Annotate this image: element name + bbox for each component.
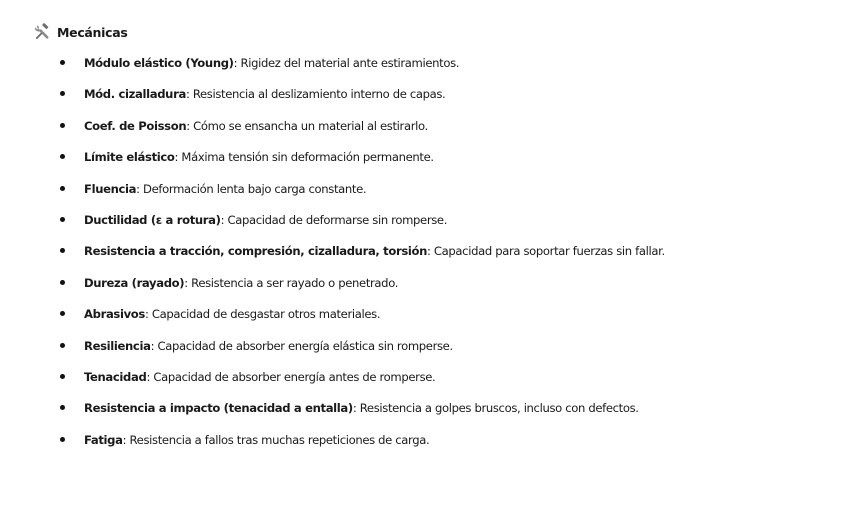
property-description: : Deformación lenta bajo carga constante. bbox=[136, 181, 367, 196]
list-item bbox=[60, 147, 840, 178]
list-item bbox=[60, 241, 840, 272]
bullet-icon bbox=[60, 280, 65, 285]
list-item bbox=[60, 304, 840, 335]
property-description: : Cómo se ensancha un material al estirarlo. bbox=[186, 118, 428, 133]
section-heading bbox=[34, 22, 834, 42]
list-item bbox=[60, 398, 840, 429]
property-description: : Rigidez del material ante estiramientos. bbox=[233, 56, 460, 70]
property-term: Resistencia a impacto (tenacidad a entalla) bbox=[84, 401, 353, 416]
bullet-icon bbox=[60, 91, 65, 96]
property-term: Mód. cizalladura bbox=[84, 87, 186, 102]
property-term: Fluencia bbox=[84, 181, 137, 196]
property-description: : Resistencia al deslizamiento interno de capas. bbox=[185, 87, 446, 102]
list-item bbox=[60, 84, 840, 115]
list-item bbox=[60, 336, 840, 367]
bullet-icon bbox=[60, 248, 65, 253]
list-item bbox=[60, 179, 840, 210]
bullet-icon bbox=[60, 186, 65, 191]
bullet-icon bbox=[60, 374, 65, 379]
list-item bbox=[60, 273, 840, 304]
bullet-icon bbox=[60, 217, 65, 222]
bullet-icon bbox=[60, 437, 65, 442]
property-term: Abrasivos bbox=[84, 307, 145, 322]
property-description: : Capacidad para soportar fuerzas sin fallar. bbox=[427, 244, 665, 259]
property-term: Tenacidad bbox=[84, 369, 147, 384]
section-title: Mecánicas bbox=[57, 24, 128, 40]
property-term: Coef. de Poisson bbox=[84, 118, 187, 133]
property-term: Resiliencia bbox=[84, 338, 151, 353]
property-description: : Capacidad de deformarse sin romperse. bbox=[220, 212, 448, 227]
property-term: Dureza (rayado) bbox=[84, 275, 185, 290]
list-item bbox=[60, 367, 840, 398]
bullet-icon bbox=[60, 343, 65, 348]
bullet-icon bbox=[60, 405, 65, 410]
property-term: Resistencia a tracción, compresión, cizalladura, torsión bbox=[84, 244, 428, 259]
bullet-icon bbox=[60, 123, 65, 128]
property-description: : Resistencia a ser rayado o penetrado. bbox=[184, 275, 399, 290]
tools-icon bbox=[34, 23, 52, 41]
list-item bbox=[60, 116, 840, 147]
properties-list bbox=[60, 53, 840, 461]
property-description: : Capacidad de absorber energía antes de romperse. bbox=[146, 369, 436, 384]
property-description: : Máxima tensión sin deformación permanente. bbox=[174, 150, 434, 165]
property-description: : Capacidad de desgastar otros materiales. bbox=[144, 307, 381, 322]
bullet-icon bbox=[60, 60, 65, 65]
list-item bbox=[60, 210, 840, 241]
mechanical-properties-section bbox=[34, 22, 834, 447]
property-description: : Capacidad de absorber energía elástica sin romperse. bbox=[150, 338, 453, 353]
property-term: Módulo elástico (Young) bbox=[84, 56, 234, 70]
bullet-icon bbox=[60, 154, 65, 159]
property-description: : Resistencia a fallos tras muchas repeticiones de carga. bbox=[122, 432, 430, 447]
list-item bbox=[60, 430, 840, 461]
property-description: : Resistencia a golpes bruscos, incluso con defectos. bbox=[352, 401, 639, 416]
property-term: Límite elástico bbox=[84, 150, 175, 165]
property-term: Ductilidad (ε a rotura) bbox=[84, 212, 221, 227]
bullet-icon bbox=[60, 311, 65, 316]
list-item bbox=[60, 53, 840, 84]
property-term: Fatiga bbox=[84, 432, 123, 447]
